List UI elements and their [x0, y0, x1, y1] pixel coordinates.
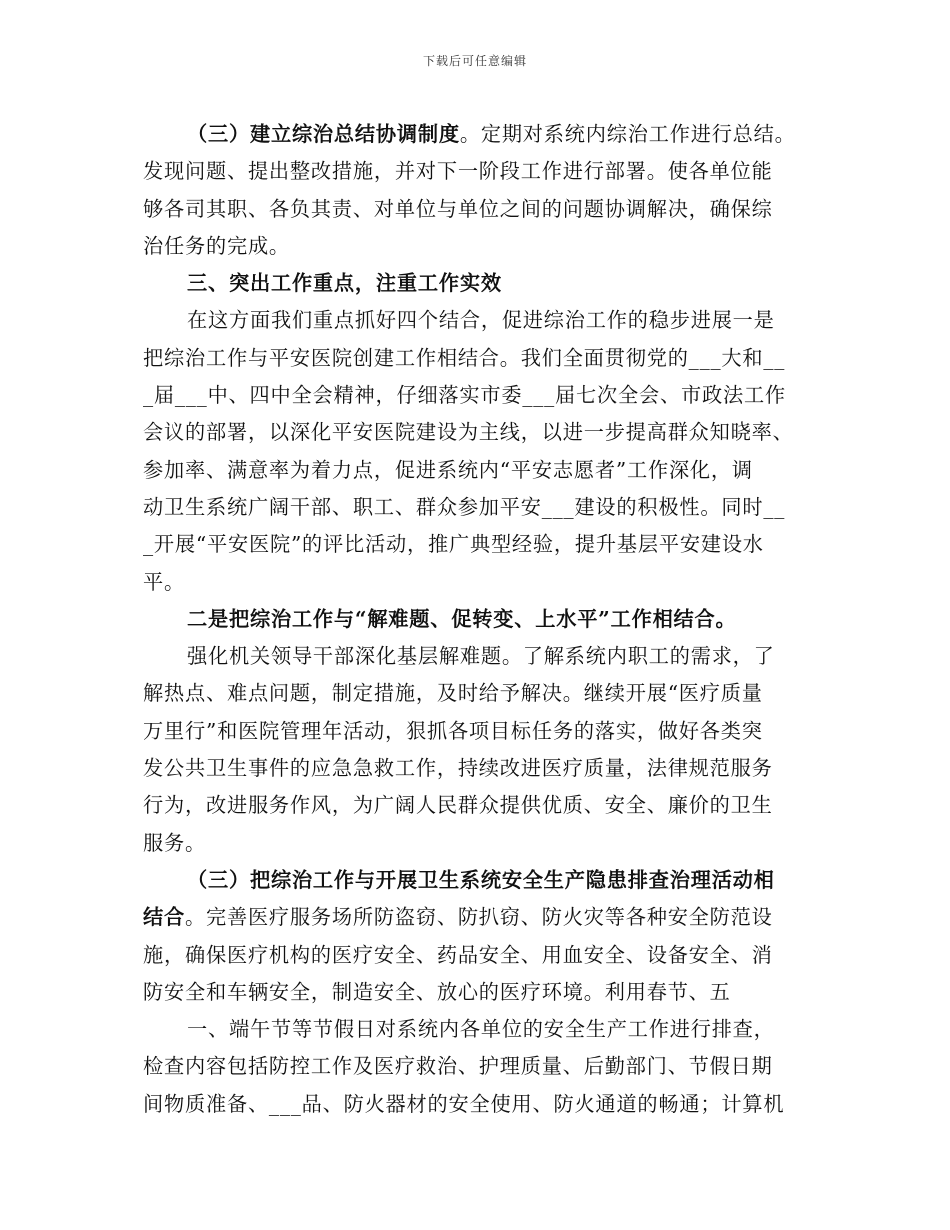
paragraph-line: 防安全和车辆安全，制造安全、放心的医疗环境。利用春节、五: [143, 979, 731, 1004]
paragraph-line: 动卫生系统广阔干部、职工、群众参加平安___建设的积极性。同时__: [143, 494, 786, 519]
paragraph-line: 发现问题、提出整改措施，并对下一阶段工作进行部署。使各单位能: [143, 159, 773, 184]
paragraph-line: 施，确保医疗机构的医疗安全、药品安全、用血安全、设备安全、消: [143, 942, 773, 967]
paragraph-line: 服务。: [143, 830, 206, 855]
paragraph-line: 行为，改进服务作风，为广阔人民群众提供优质、安全、廉价的卫生: [143, 793, 773, 818]
paragraph-line: 检查内容包括防控工作及医疗救治、护理质量、后勤部门、节假日期: [143, 1054, 773, 1079]
paragraph-line: 会议的部署，以深化平安医院建设为主线，以进一步提高群众知晓率、: [143, 420, 794, 445]
section-heading: （三）建立综治总结协调制度: [187, 122, 460, 146]
section-heading: （三）把综治工作与开展卫生系统安全生产隐患排查治理活动相: [187, 867, 775, 892]
paragraph-line: 强化机关领导干部深化基层解难题。了解系统内职工的需求，了: [187, 644, 775, 669]
paragraph-line: _届___中、四中全会精神，仔细落实市委___届七次全会、市政法工作: [143, 383, 786, 408]
section-heading: 三、突出工作重点，注重工作实效: [187, 271, 502, 296]
paragraph-line: 发公共卫生事件的应急急救工作，持续改进医疗质量，法律规范服务: [143, 756, 773, 781]
paragraph-line: 治任务的完成。: [143, 233, 290, 258]
section-heading: 结合: [143, 905, 185, 930]
paragraph-line: 解热点、难点问题，制定措施，及时给予解决。继续开展“医疗质量: [143, 681, 763, 706]
page-header: 下载后可任意编辑: [422, 54, 527, 68]
paragraph-line: 平。: [143, 569, 185, 594]
paragraph-line: _开展“平安医院”的评比活动，推广典型经验，提升基层平安建设水: [143, 532, 764, 557]
paragraph-line: [143, 116, 815, 153]
paragraph-line: 把综治工作与平安医院创建工作相结合。我们全面贯彻党的___大和__: [143, 345, 786, 370]
paragraph-line: 在这方面我们重点抓好四个结合，促进综治工作的稳步进展一是: [187, 308, 775, 333]
paragraph-text: 。定期对系统内综治工作进行总结。: [459, 122, 796, 146]
paragraph-line: 一、端午节等节假日对系统内各单位的安全生产工作进行排查，: [187, 1017, 775, 1042]
paragraph-text: 。完善医疗服务场所防盗窃、防扒窃、防火灾等各种安全防范设: [184, 905, 773, 930]
paragraph-line: 万里行”和医院管理年活动，狠抓各项目标任务的落实，做好各类突: [143, 718, 763, 743]
paragraph-line: 间物质准备、___品、防火器材的安全使用、防火通道的畅通；计算机: [143, 1091, 785, 1116]
paragraph-line: 参加率、满意率为着力点，促进系统内“平安志愿者”工作深化，调: [143, 457, 753, 482]
paragraph-line: 够各司其职、各负其责、对单位与单位之间的问题协调解决，确保综: [143, 196, 773, 221]
paragraph-line: [143, 899, 815, 936]
document-body: [143, 116, 815, 1123]
section-heading: 二是把综治工作与“解难题、促转变、上水平”工作相结合。: [187, 606, 737, 631]
